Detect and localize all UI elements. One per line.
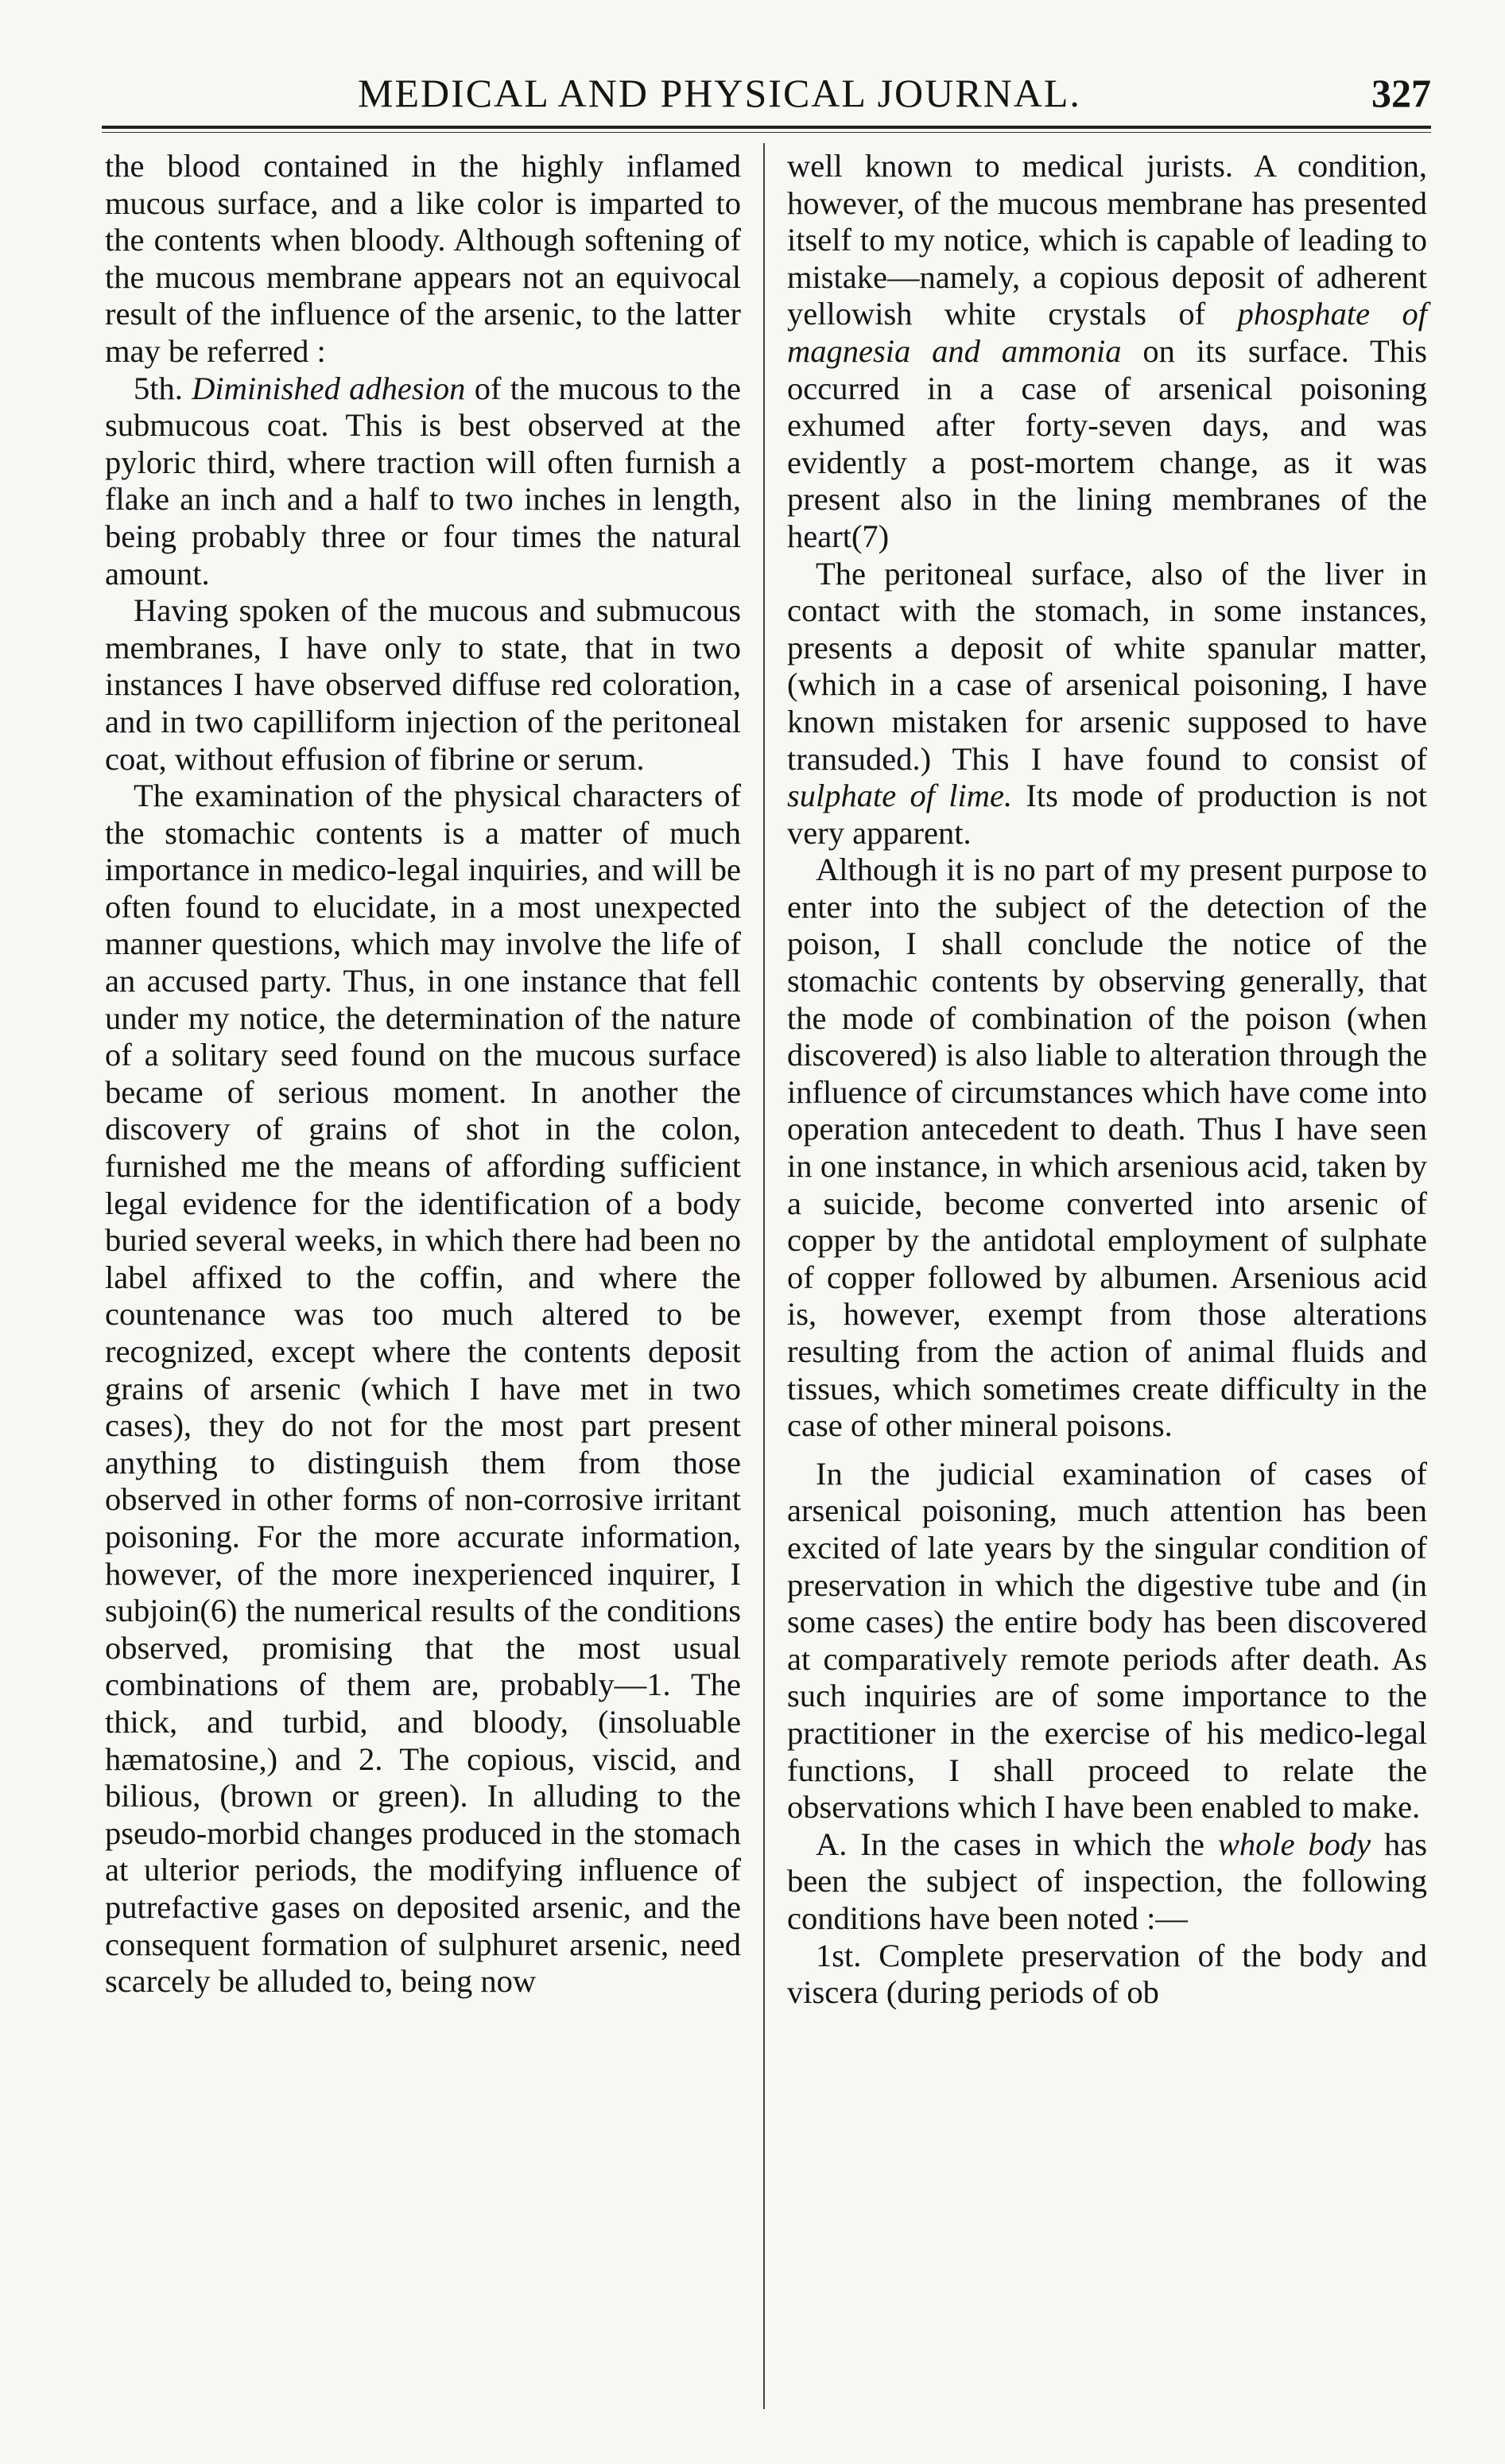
right-p2-text-a: The peritoneal surface, also of the liver in contact with the stomach, in some instances, presents a deposit of white spanular matter, (which in a case of arsenical poisoning, I have known mistaken for arsenic supposed to have transuded.) This I have found to consist of — [787, 555, 1427, 777]
right-p2-term: sulphate of lime. — [787, 778, 1013, 814]
right-p5-text-a: A. In the cases in which the — [816, 1826, 1218, 1862]
page-number: 327 — [1371, 71, 1431, 115]
right-p5-term: whole body — [1217, 1826, 1371, 1862]
right-p1-text-a: well known to medical jurists. A condition, however, of the mucous membrane has presented itself to my notice, which is capable of leading to mistake—namely, a copious deposit of adherent yellowish white crystals of — [787, 148, 1427, 332]
header-rule — [102, 126, 1431, 129]
left-p2-lead: 5th. — [134, 370, 192, 406]
right-paragraph-4: In the judicial examination of cases of arsenical poisoning, much attention has been excited of late years by the singular condition of preservation in which the digestive tube and (in some cases) the entire body has been discovered at comparatively remote periods after death. As such inquiries are of some importance to the practitioner in the exercise of his medico-legal functions, I shall proceed to relate the observations which I have been enabled to make. — [787, 1455, 1427, 1826]
column-divider — [763, 143, 765, 2409]
right-p1-text-b: on its surface. This occurred in a case of arsenical poisoning exhumed after forty-seven days, and was evidently a post-mortem change, as it was present also in the lining membranes of the heart(7) — [787, 332, 1427, 554]
left-paragraph-2 — [105, 371, 741, 593]
right-p1-term: phosphate of magnesia and ammonia — [787, 296, 1428, 369]
right-p2-text-b: Its mode of production is not very apparent. — [787, 778, 1427, 851]
right-paragraph-2 — [787, 556, 1427, 852]
right-column — [787, 148, 1427, 2012]
left-p2-term: Diminished adhesion — [192, 370, 466, 406]
running-head-title: MEDICAL AND PHYSICAL JOURNAL. — [358, 71, 1081, 115]
right-p5-text-b: has been the subject of inspection, the following conditions have been noted :— — [787, 1826, 1427, 1936]
header-rule-thin — [102, 132, 1431, 133]
left-paragraph-4: The examination of the physical characters of the stomachic contents is a matter of much importance in medico-legal inquiries, and will be often found to elucidate, in a most unexpected manner questions, which may involve the life of an accused party. Thus, in one instance that fell under my notice, the determination of the nature of a solitary seed found on the mucous surface became of serious moment. In another the discovery of grains of shot in the colon, furnished me the means of affording sufficient legal evidence for the identification of a body buried several weeks, in which there had been no label affixed to the coffin, and where the countenance was too much altered to be recognized, except where the contents deposit grains of arsenic (which I have met in two cases), they do not for the most part present anything to distinguish them from those observed in other forms of non-corrosive irritant poisoning. For the more accurate information, however, of the more inexperienced inquirer, I subjoin(6) the numerical results of the conditions observed, promising that the most usual combinations of them are, probably—1. The thick, and turbid, and bloody, (insoluable hæmatosine,) and 2. The copious, viscid, and bilious, (brown or green). In alluding to the pseudo-morbid changes produced in the stomach at ulterior periods, the modifying influence of putrefactive gases on deposited arsenic, and the consequent formation of sulphuret arsenic, need scarcely be alluded to, being now — [105, 778, 741, 2000]
right-paragraph-6: 1st. Complete preservation of the body and viscera (during periods of ob — [787, 1937, 1427, 2011]
left-p2-text: of the mucous to the submucous coat. This is best observed at the pyloric third, where traction will often furnish a flake an inch and a half to two inches in length, being probably three or four times the natural amount. — [105, 370, 741, 592]
left-paragraph-1: the blood contained in the highly inflamed mucous surface, and a like color is imparted to the contents when bloody. Although softening of the mucous membrane appears not an equivocal result of the influence of the arsenic, to the latter may be referred : — [105, 148, 741, 369]
left-paragraph-3: Having spoken of the mucous and submucous membranes, I have only to state, that in two instances I have observed diffuse red coloration, and in two capilliform injection of the peritoneal coat, without effusion of fibrine or serum. — [105, 592, 741, 777]
right-paragraph-3: Although it is no part of my present purpose to enter into the subject of the detection of the poison, I shall conclude the notice of the stomachic contents by observing generally, that the mode of combination of the poison (when discovered) is also liable to alteration through the influence of circumstances which have come into operation antecedent to death. Thus I have seen in one instance, in which arsenious acid, taken by a suicide, become converted into arsenic of copper by the antidotal employment of sulphate of copper followed by albumen. Arsenious acid is, however, exempt from those alterations resulting from the action of animal fluids and tissues, which sometimes create difficulty in the case of other mineral poisons. — [787, 852, 1427, 1444]
left-column — [105, 148, 741, 2000]
right-paragraph-5 — [787, 1826, 1427, 1938]
running-header — [95, 70, 1431, 126]
right-paragraph-1 — [787, 148, 1427, 556]
